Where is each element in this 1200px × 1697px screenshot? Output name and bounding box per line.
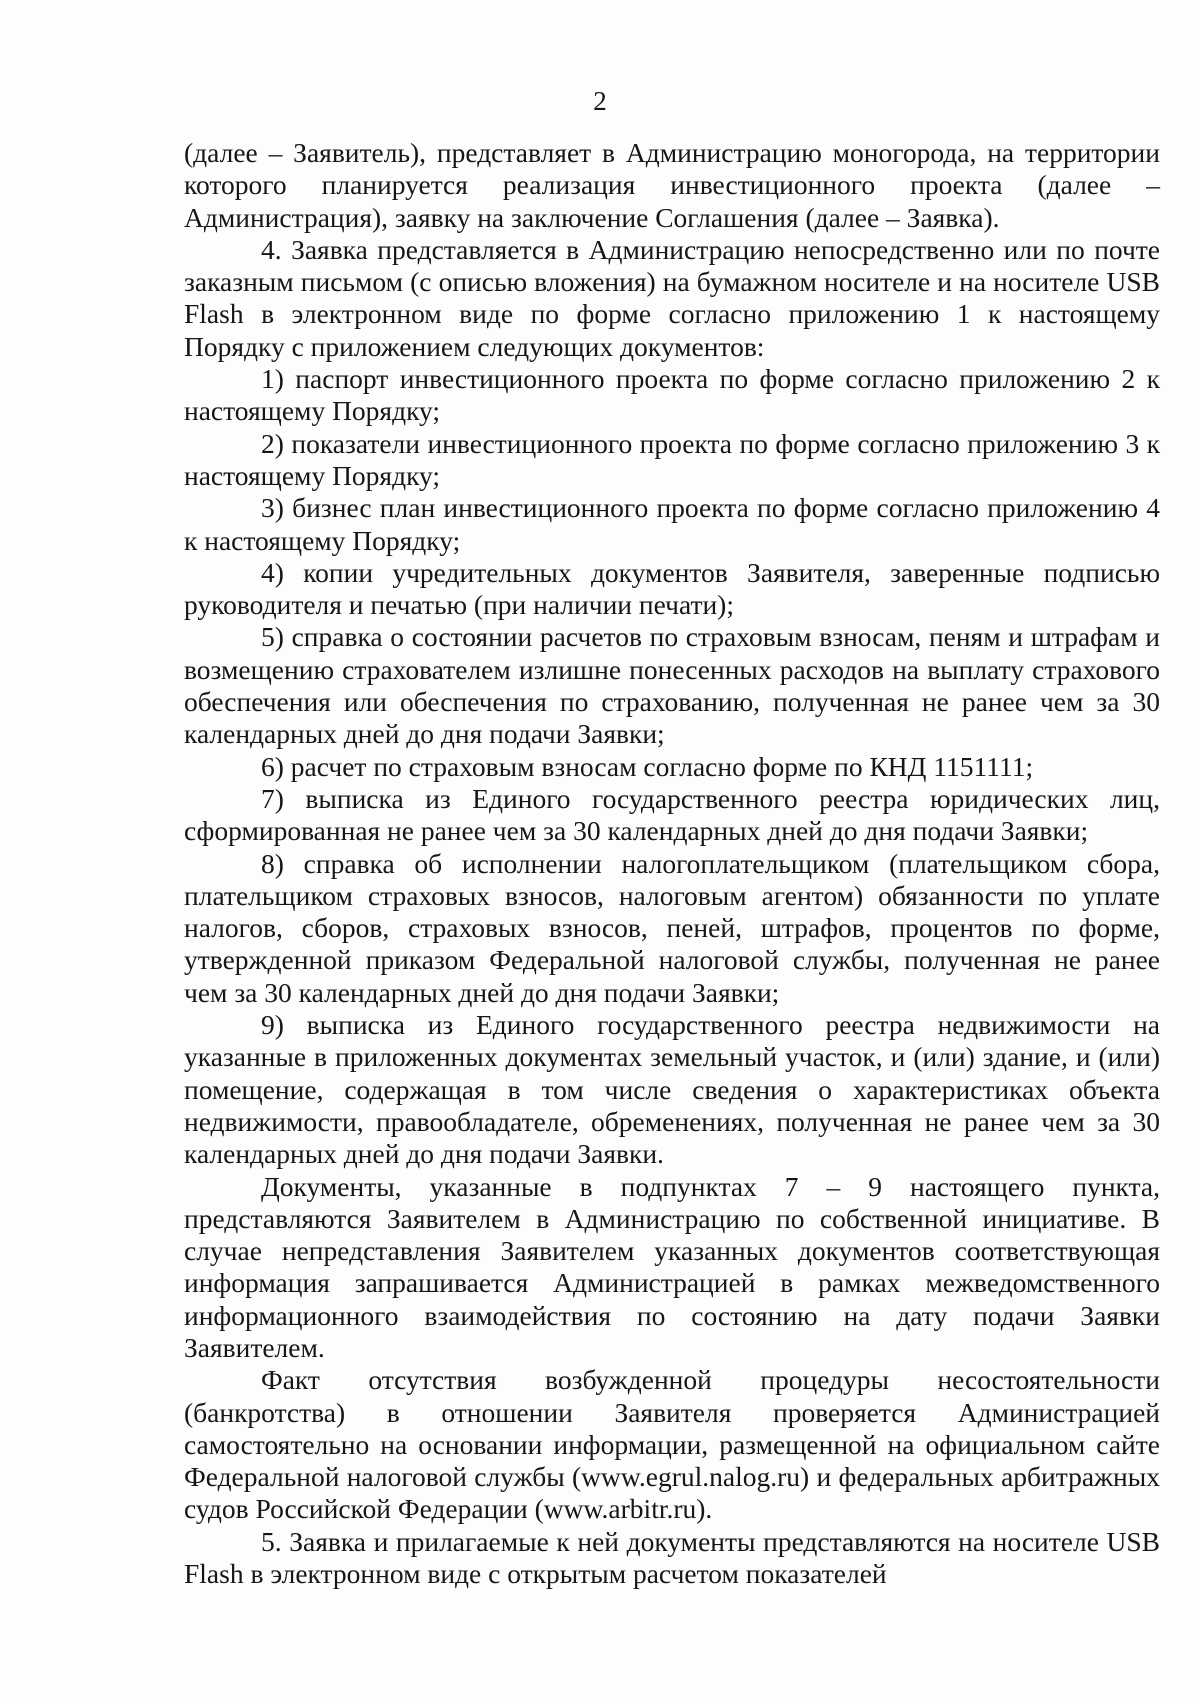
- paragraph-continuation: (далее – Заявитель), представляет в Администрацию моногорода, на территории которого планируется реализация инвестиционного проекта (далее – Администрация), заявку на заключение Соглашения (далее – Заявка).: [184, 137, 1160, 233]
- list-item-7: 7) выписка из Единого государственного реестра юридических лиц, сформированная не ранее чем за 30 календарных дней до дня подачи Заявки;: [184, 782, 1160, 847]
- list-item-6: 6) расчет по страховым взносам согласно форме по КНД 1151111;: [261, 750, 1034, 782]
- list-item-4: 4) копии учредительных документов Заявителя, заверенные подписью руководителя и печатью (при наличии печати);: [184, 556, 1160, 621]
- list-item-9: 9) выписка из Единого государственного реестра недвижимости на указанные в приложенных документах земельный участок, и (или) здание, и (или) помещение, содержащая в том числе сведения о характеристиках объекта недвижимости, правообладателе, обременениях, полученная не ранее чем за 30 календарных дней до дня подачи Заявки.: [184, 1009, 1160, 1170]
- list-item-2: 2) показатели инвестиционного проекта по форме согласно приложению 3 к настоящему Порядку;: [184, 427, 1160, 491]
- paragraph-item-4: 4. Заявка представляется в Администрацию непосредственно или по почте заказным письмом (с описью вложения) на бумажном носителе и на носителе USB Flash в электронном виде по форме согласно приложению 1 к настоящему Порядку с приложением следующих документов:: [184, 233, 1160, 362]
- list-item-8: 8) справка об исполнении налогоплательщиком (плательщиком сбора, плательщиком страховых взносов, налоговым агентом) обязанности по уплате налогов, сборов, страховых взносов, пеней, штрафов, процентов по форме, утвержденной приказом Федеральной налоговой службы, полученная не ранее чем за 30 календарных дней до дня подачи Заявки;: [184, 847, 1160, 1008]
- document-body: [184, 137, 1160, 1590]
- paragraph-bankruptcy-check: Факт отсутствия возбужденной процедуры несостоятельности (банкротства) в отношении Заявителя проверяется Администрацией самостоятельно на основании информации, размещенной на официальном сайте Федеральной налоговой службы (www.egrul.nalog.ru) и федеральных арбитражных судов Российской Федерации (www.arbitr.ru).: [184, 1364, 1160, 1525]
- paragraph-documents-note: Документы, указанные в подпунктах 7 – 9 настоящего пункта, представляются Заявителем в Администрацию по собственной инициативе. В случае непредставления Заявителем указанных документов соответствующая информация запрашивается Администрацией в рамках межведомственного информационного взаимодействия по состоянию на дату подачи Заявки Заявителем.: [184, 1170, 1160, 1363]
- paragraph-item-5: 5. Заявка и прилагаемые к ней документы представляются на носителе USB Flash в электронном виде с открытым расчетом показателей: [184, 1525, 1160, 1590]
- page-number: 2: [593, 86, 607, 116]
- list-item-3: 3) бизнес план инвестиционного проекта по форме согласно приложению 4 к настоящему Порядку;: [184, 492, 1160, 556]
- list-item-1: 1) паспорт инвестиционного проекта по форме согласно приложению 2 к настоящему Порядку;: [184, 363, 1160, 427]
- list-item-5: 5) справка о состоянии расчетов по страховым взносам, пеням и штрафам и возмещению страхователем излишне понесенных расходов на выплату страхового обеспечения или обеспечения по страхованию, полученная не ранее чем за 30 календарных дней до дня подачи Заявки;: [184, 621, 1160, 750]
